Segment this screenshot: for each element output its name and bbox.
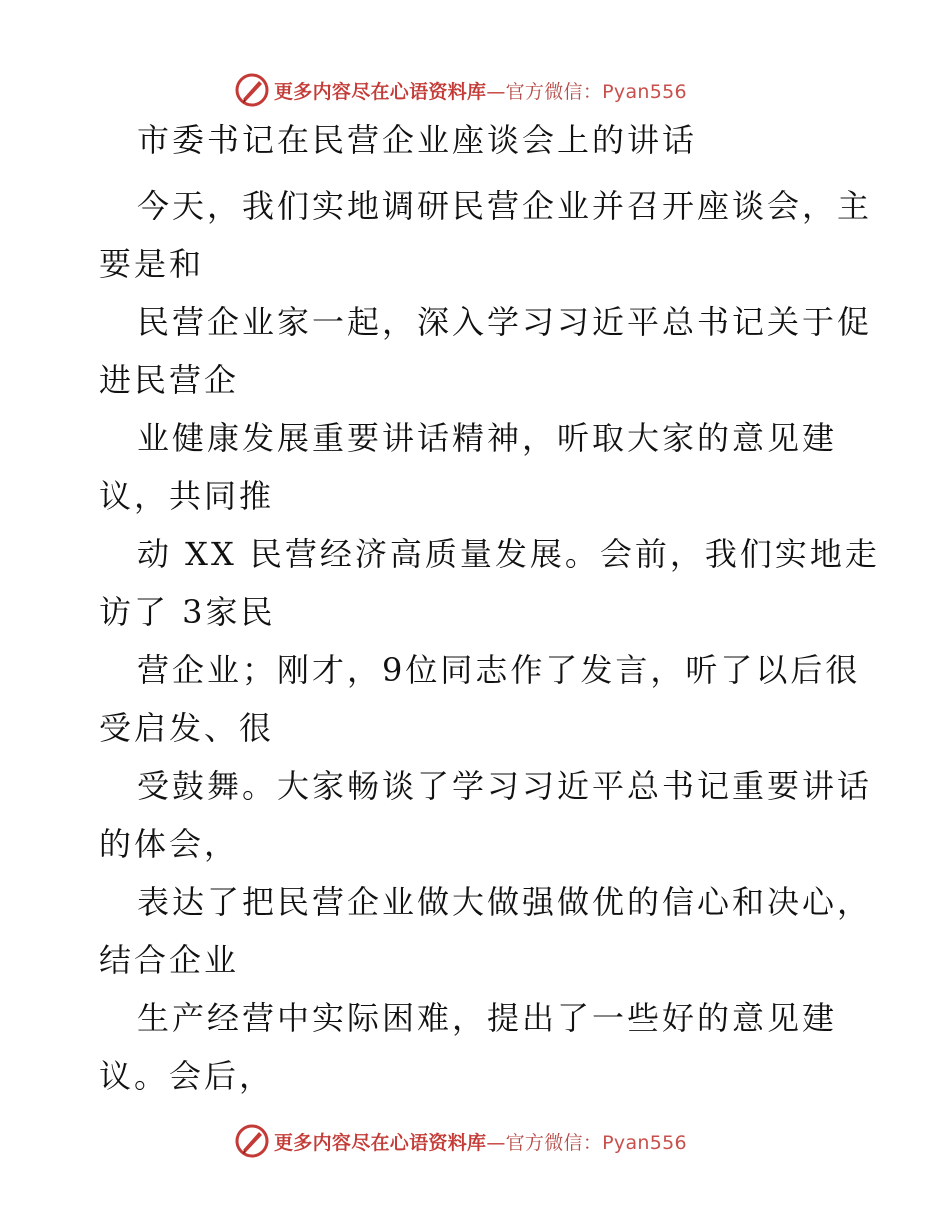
- paragraph-line: 表达了把民营企业做大做强做优的信心和决心，: [137, 883, 873, 921]
- footer-watermark-banner: [234, 1121, 687, 1161]
- paragraph-line: 的体会，: [99, 825, 240, 863]
- paragraph-line: 民营企业家一起，深入学习习近平总书记关于促: [137, 303, 873, 341]
- banner-dash: —: [486, 80, 506, 103]
- quill-logo-icon: [234, 1123, 270, 1159]
- paragraph-line: 受鼓舞。大家畅谈了学习习近平总书记重要讲话: [137, 767, 873, 805]
- paragraph-line: 结合企业: [99, 941, 240, 979]
- paragraph-line: 业健康发展重要讲话精神，听取大家的意见建: [137, 419, 838, 457]
- paragraph-line: 要是和: [99, 245, 205, 283]
- banner-wechat-id: Pyan556: [602, 80, 687, 103]
- paragraph-line: 今天，我们实地调研民营企业并召开座谈会，主: [137, 187, 873, 225]
- banner-label: 官方微信：: [505, 1131, 603, 1154]
- document-title: 市委书记在民营企业座谈会上的讲话: [137, 121, 698, 159]
- paragraph-line: 生产经营中实际困难，提出了一些好的意见建: [137, 999, 838, 1037]
- paragraph-line: 进民营企: [99, 361, 240, 399]
- banner-dash: —: [486, 1131, 506, 1154]
- header-watermark-banner: [234, 70, 687, 110]
- paragraph-line: 动 XX 民营经济高质量发展。会前，我们实地走: [137, 535, 880, 573]
- quill-logo-icon: [234, 72, 270, 108]
- paragraph-line: 议。会后，: [99, 1057, 275, 1095]
- banner-label: 官方微信：: [505, 80, 603, 103]
- banner-wechat-id: Pyan556: [602, 1131, 687, 1154]
- banner-main-text: 更多内容尽在心语资料库: [274, 80, 487, 103]
- paragraph-line: 议，共同推: [99, 477, 275, 515]
- paragraph-line: 访了 3家民: [99, 593, 276, 631]
- banner-main-text: 更多内容尽在心语资料库: [274, 1131, 487, 1154]
- paragraph-line: 营企业；刚才，9位同志作了发言，听了以后很: [137, 651, 861, 689]
- paragraph-line: 受启发、很: [99, 709, 275, 747]
